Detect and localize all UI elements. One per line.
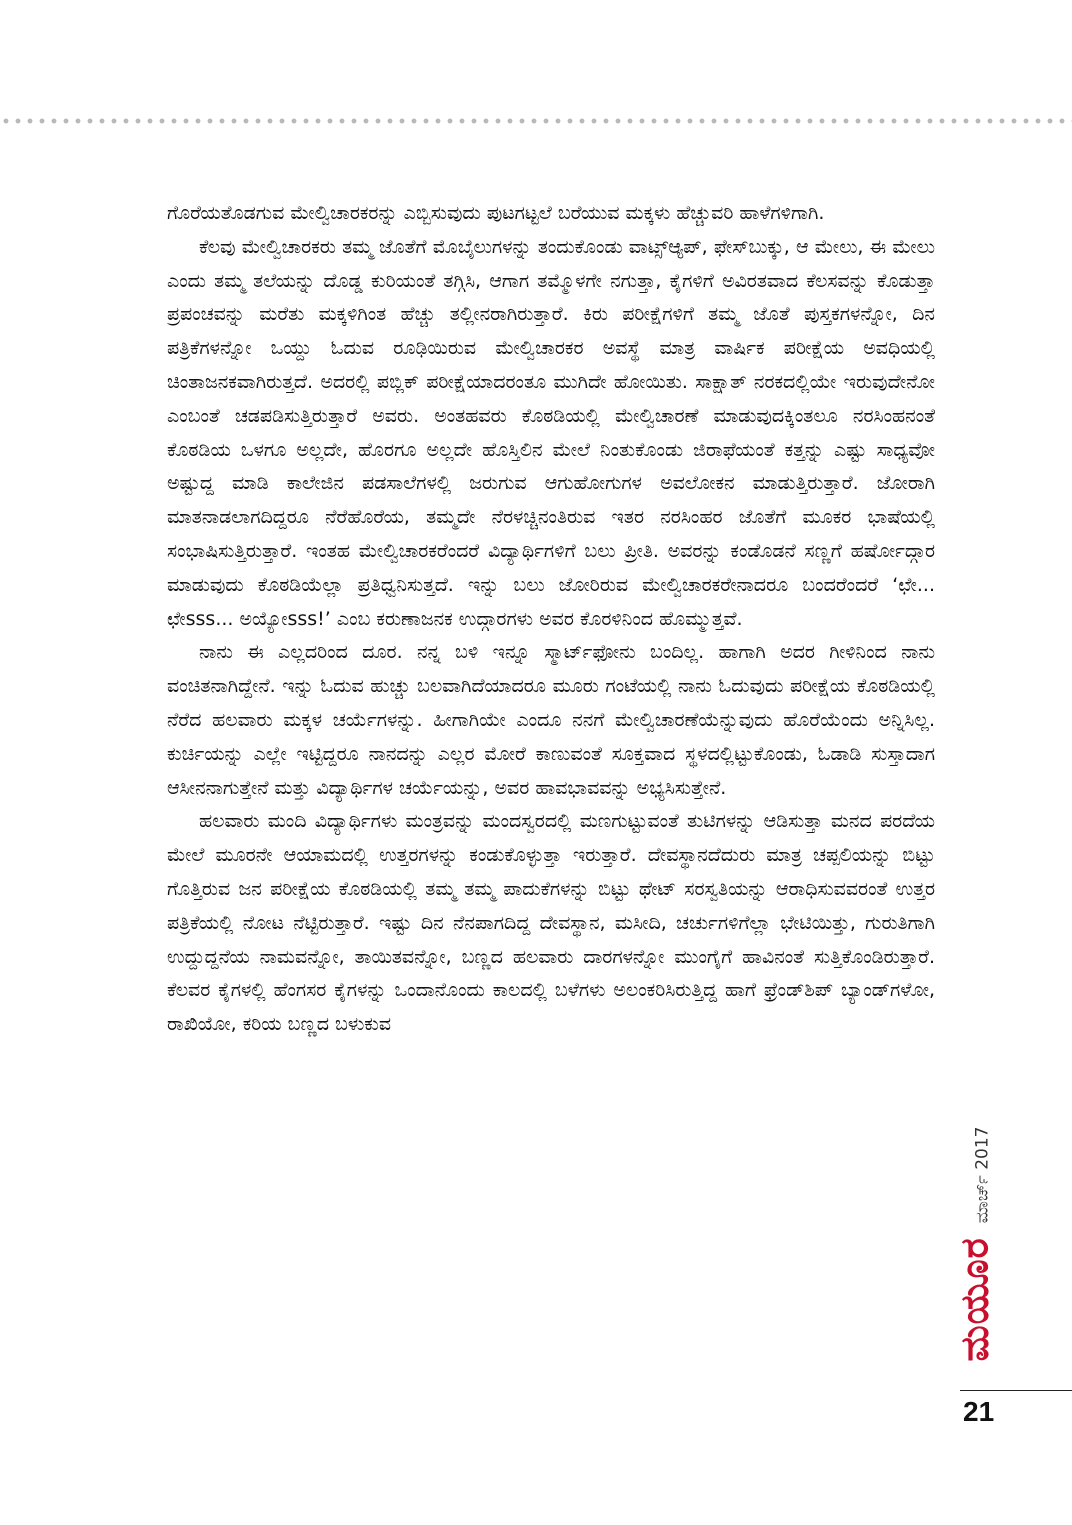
- paragraph-4: ಹಲವಾರು ಮಂದಿ ವಿದ್ಯಾರ್ಥಿಗಳು ಮಂತ್ರವನ್ನು ಮಂದಸ್ವರದಲ್ಲಿ ಮಣಗುಟ್ಟುವಂತೆ ತುಟಿಗಳನ್ನು ಆಡಿಸುತ್ತಾ ಮನದ ಪರದೆಯ ಮೇಲೆ ಮೂರನೇ ಆಯಾಮದಲ್ಲಿ ಉತ್ತರಗಳನ್ನು ಕಂಡುಕೊಳ್ಳುತ್ತಾ ಇರುತ್ತಾರೆ. ದೇವಸ್ಥಾನದೆದುರು ಮಾತ್ರ ಚಪ್ಪಲಿಯನ್ನು ಬಿಟ್ಟು ಗೊತ್ತಿರುವ ಜನ ಪರೀಕ್ಷೆಯ ಕೊಠಡಿಯಲ್ಲಿ ತಮ್ಮ ತಮ್ಮ ಪಾದುಕೆಗಳನ್ನು ಬಿಟ್ಟು ಥೇಟ್ ಸರಸ್ವತಿಯನ್ನು ಆರಾಧಿಸುವವರಂತೆ ಉತ್ತರ ಪತ್ರಿಕೆಯಲ್ಲಿ ನೋಟ ನೆಟ್ಟಿರುತ್ತಾರೆ. ಇಷ್ಟು ದಿನ ನೆನಪಾಗದಿದ್ದ ದೇವಸ್ಥಾನ, ಮಸೀದಿ, ಚರ್ಚುಗಳಿಗೆಲ್ಲಾ ಭೇಟಿಯಿತ್ತು, ಗುರುತಿಗಾಗಿ ಉದ್ದುದ್ದನೆಯ ನಾಮವನ್ನೋ, ತಾಯಿತವನ್ನೋ, ಬಣ್ಣದ ಹಲವಾರು ದಾರಗಳನ್ನೋ ಮುಂಗೈಗೆ ಹಾವಿನಂತೆ ಸುತ್ತಿಕೊಂಡಿರುತ್ತಾರೆ. ಕೆಲವರ ಕೈಗಳಲ್ಲಿ ಹೆಂಗಸರ ಕೈಗಳನ್ನು ಒಂದಾನೊಂದು ಕಾಲದಲ್ಲಿ ಬಳೆಗಳು ಅಲಂಕರಿಸಿರುತ್ತಿದ್ದ ಹಾಗೆ ಫ್ರೆಂಡ್‌ಶಿಪ್ ಬ್ಯಾಂಡ್‌ಗಳೋ, ರಾಖಿಯೋ, ಕರಿಯ ಬಣ್ಣದ ಬಳುಕುವ: [167, 810, 935, 1036]
- paragraph-2: ಕೆಲವು ಮೇಲ್ವಿಚಾರಕರು ತಮ್ಮ ಜೊತೆಗೆ ಮೊಬೈಲುಗಳನ್ನು ತಂದುಕೊಂಡು ವಾಟ್ಸ್ಆ್ಯಪ್, ಫೇಸ್‌ಬುಕ್ಕು, ಆ ಮೇಲು, ಈ ಮೇಲು ಎಂದು ತಮ್ಮ ತಲೆಯನ್ನು ದೊಡ್ಡ ಕುರಿಯಂತೆ ತಗ್ಗಿಸಿ, ಆಗಾಗ ತಮ್ಮೊಳಗೇ ನಗುತ್ತಾ, ಕೈಗಳಿಗೆ ಅವಿರತವಾದ ಕೆಲಸವನ್ನು ಕೊಡುತ್ತಾ ಪ್ರಪಂಚವನ್ನು ಮರೆತು ಮಕ್ಕಳಿಗಿಂತ ಹೆಚ್ಚು ತಲ್ಲೀನರಾಗಿರುತ್ತಾರೆ. ಕಿರು ಪರೀಕ್ಷೆಗಳಿಗೆ ತಮ್ಮ ಜೊತೆ ಪುಸ್ತಕಗಳನ್ನೋ, ದಿನ ಪತ್ರಿಕೆಗಳನ್ನೋ ಒಯ್ದು ಓದುವ ರೂಢಿಯಿರುವ ಮೇಲ್ವಿಚಾರಕರ ಅವಸ್ಥೆ ಮಾತ್ರ ವಾರ್ಷಿಕ ಪರೀಕ್ಷೆಯ ಅವಧಿಯಲ್ಲಿ ಚಿಂತಾಜನಕವಾಗಿರುತ್ತದೆ. ಅದರಲ್ಲಿ ಪಬ್ಲಿಕ್ ಪರೀಕ್ಷೆಯಾದರಂತೂ ಮುಗಿದೇ ಹೋಯಿತು. ಸಾಕ್ಷಾತ್ ನರಕದಲ್ಲಿಯೇ ಇರುವುದೇನೋ ಎಂಬಂತೆ ಚಡಪಡಿಸುತ್ತಿರುತ್ತಾರೆ ಅವರು. ಅಂತಹವರು ಕೊಠಡಿಯಲ್ಲಿ ಮೇಲ್ವಿಚಾರಣೆ ಮಾಡುವುದಕ್ಕಿಂತಲೂ ನರಸಿಂಹನಂತೆ ಕೊಠಡಿಯ ಒಳಗೂ ಅಲ್ಲದೇ, ಹೊರಗೂ ಅಲ್ಲದೇ ಹೊಸ್ತಿಲಿನ ಮೇಲೆ ನಿಂತುಕೊಂಡು ಜಿರಾಫೆಯಂತೆ ಕತ್ತನ್ನು ಎಷ್ಟು ಸಾಧ್ಯವೋ ಅಷ್ಟುದ್ದ ಮಾಡಿ ಕಾಲೇಜಿನ ಪಡಸಾಲೆಗಳಲ್ಲಿ ಜರುಗುವ ಆಗುಹೋಗುಗಳ ಅವಲೋಕನ ಮಾಡುತ್ತಿರುತ್ತಾರೆ. ಜೋರಾಗಿ ಮಾತನಾಡಲಾಗದಿದ್ದರೂ ನೆರೆಹೊರೆಯ, ತಮ್ಮದೇ ನೆರಳಚ್ಚಿನಂತಿರುವ ಇತರ ನರಸಿಂಹರ ಜೊತೆಗೆ ಮೂಕರ ಭಾಷೆಯಲ್ಲಿ ಸಂಭಾಷಿಸುತ್ತಿರುತ್ತಾರೆ. ಇಂತಹ ಮೇಲ್ವಿಚಾರಕರೆಂದರೆ ವಿದ್ಯಾರ್ಥಿಗಳಿಗೆ ಬಲು ಪ್ರೀತಿ. ಅವರನ್ನು ಕಂಡೊಡನೆ ಸಣ್ಣಗೆ ಹರ್ಷೋದ್ಗಾರ ಮಾಡುವುದು ಕೊಠಡಿಯೆಲ್ಲಾ ಪ್ರತಿಧ್ವನಿಸುತ್ತದೆ. ಇನ್ನು ಬಲು ಜೋರಿರುವ ಮೇಲ್ವಿಚಾರಕರೇನಾದರೂ ಬಂದರೆಂದರೆ ‘ಛೇ... ಛೇsss... ಅಯ್ಯೋsss!’ ಎಂಬ ಕರುಣಾಜನಕ ಉದ್ಗಾರಗಳು ಅವರ ಕೊರಳಿನಿಂದ ಹೊಮ್ಮುತ್ತವೆ.: [167, 235, 935, 630]
- magazine-logo: ಮಯೂರ: [952, 1237, 997, 1362]
- article-body: [167, 197, 935, 1042]
- paragraph-1: ಗೊರೆಯತೊಡಗುವ ಮೇಲ್ವಿಚಾರಕರನ್ನು ಎಬ್ಬಿಸುವುದು ಪುಟಗಟ್ಟಲೆ ಬರೆಯುವ ಮಕ್ಕಳು ಹೆಚ್ಚುವರಿ ಹಾಳೆಗಳಿಗಾಗಿ.: [167, 202, 825, 224]
- folio-rule: [960, 1390, 1072, 1391]
- paragraph-3: ನಾನು ಈ ಎಲ್ಲದರಿಂದ ದೂರ. ನನ್ನ ಬಳಿ ಇನ್ನೂ ಸ್ಮಾರ್ಟ್‌ಫೋನು ಬಂದಿಲ್ಲ. ಹಾಗಾಗಿ ಅದರ ಗೀಳಿನಿಂದ ನಾನು ವಂಚಿತನಾಗಿದ್ದೇನೆ. ಇನ್ನು ಓದುವ ಹುಚ್ಚು ಬಲವಾಗಿದೆಯಾದರೂ ಮೂರು ಗಂಟೆಯಲ್ಲಿ ನಾನು ಓದುವುದು ಪರೀಕ್ಷೆಯ ಕೊಠಡಿಯಲ್ಲಿ ನೆರೆದ ಹಲವಾರು ಮಕ್ಕಳ ಚರ್ಯೆಗಳನ್ನು. ಹೀಗಾಗಿಯೇ ಎಂದೂ ನನಗೆ ಮೇಲ್ವಿಚಾರಣೆಯೆನ್ನುವುದು ಹೊರೆಯೆಂದು ಅನ್ನಿಸಿಲ್ಲ. ಕುರ್ಚಿಯನ್ನು ಎಲ್ಲೇ ಇಟ್ಟಿದ್ದರೂ ನಾನದನ್ನು ಎಲ್ಲರ ಮೋರೆ ಕಾಣುವಂತೆ ಸೂಕ್ತವಾದ ಸ್ಥಳದಲ್ಲಿಟ್ಟುಕೊಂಡು, ಓಡಾಡಿ ಸುಸ್ತಾದಾಗ ಆಸೀನನಾಗುತ್ತೇನೆ ಮತ್ತು ವಿದ್ಯಾರ್ಥಿಗಳ ಚರ್ಯೆಯನ್ನು, ಅವರ ಹಾವಭಾವವನ್ನು ಅಭ್ಯಸಿಸುತ್ತೇನೆ.: [167, 641, 935, 799]
- side-banner-rotated: [953, 1127, 998, 1362]
- page-number: 21: [963, 1396, 995, 1427]
- dotted-header-rule: [0, 116, 1072, 126]
- issue-date: ಮಾರ್ಚ್ 2017: [972, 1126, 993, 1224]
- magazine-side-banner: [950, 1108, 1000, 1380]
